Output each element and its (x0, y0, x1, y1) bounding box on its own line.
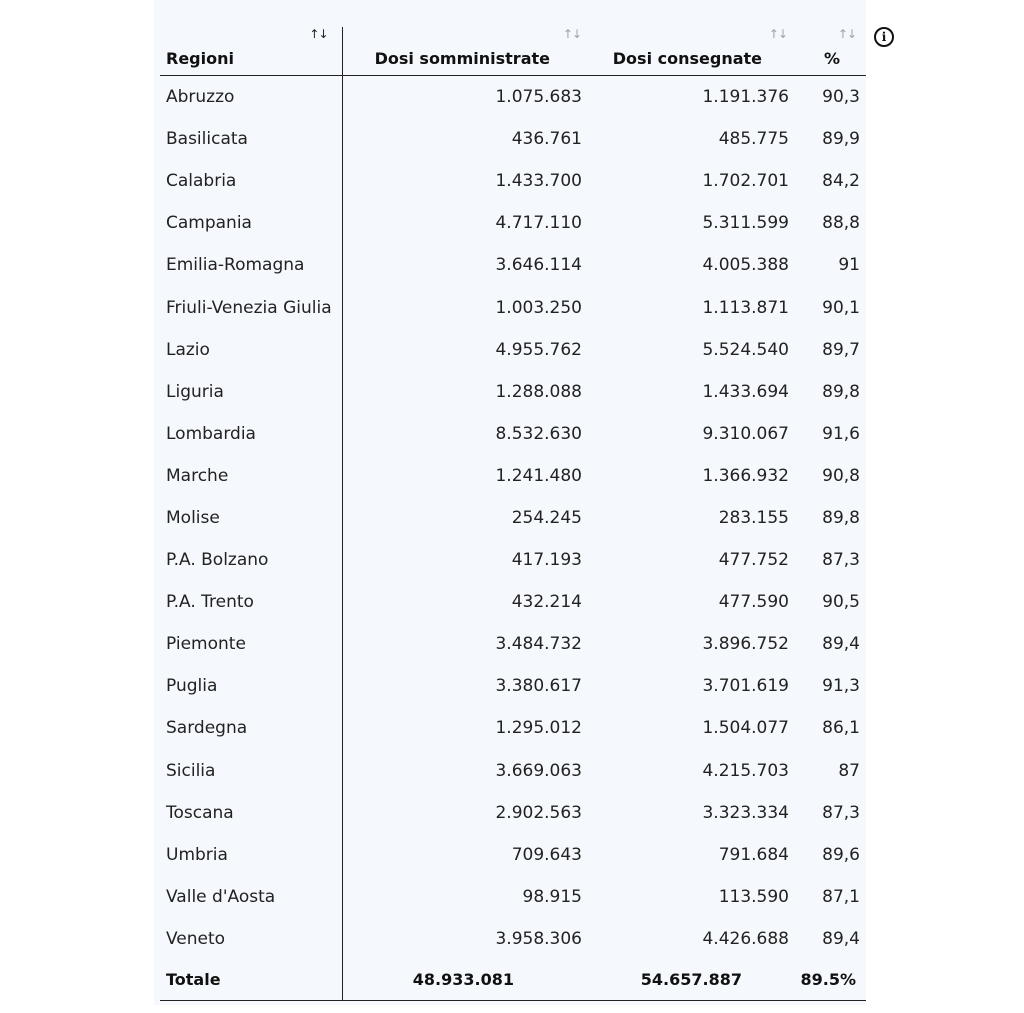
cell-region: Sicilia (160, 750, 342, 792)
cell-delivered: 477.752 (718, 550, 789, 571)
cell-region: Valle d'Aosta (160, 876, 342, 918)
total-administered: 48.933.081 (342, 960, 584, 1001)
column-header-percent[interactable] (792, 27, 866, 76)
cell-region: Veneto (160, 918, 342, 960)
sort-icon[interactable]: ↑↓ (309, 27, 328, 41)
cell-percent: 90,1 (822, 297, 860, 318)
cell-percent: 91,3 (822, 676, 860, 697)
cell-region: Emilia-Romagna (160, 244, 342, 286)
cell-percent: 89,8 (822, 381, 860, 402)
cell-administered: 3.958.306 (495, 928, 582, 949)
table-row (160, 750, 866, 792)
cell-percent: 89,6 (822, 844, 860, 865)
cell-percent: 89,9 (822, 129, 860, 150)
table-row (160, 623, 866, 665)
table-row (160, 244, 866, 286)
cell-delivered: 1.366.932 (702, 465, 789, 486)
cell-percent: 87,1 (822, 886, 860, 907)
cell-delivered: 4.215.703 (702, 760, 789, 781)
cell-percent: 86,1 (822, 718, 860, 739)
cell-percent: 89,4 (822, 634, 860, 655)
cell-percent: 88,8 (822, 213, 860, 234)
table-row (160, 876, 866, 918)
column-header-label: Dosi somministrate (374, 49, 550, 68)
cell-region: Sardegna (160, 707, 342, 749)
vaccine-doses-table (160, 27, 866, 1001)
table-row (160, 329, 866, 371)
cell-delivered: 791.684 (718, 844, 789, 865)
cell-delivered: 485.775 (718, 129, 789, 150)
cell-delivered: 1.702.701 (702, 171, 789, 192)
table-row (160, 160, 866, 202)
cell-delivered: 1.504.077 (702, 718, 789, 739)
table-row (160, 792, 866, 834)
table-row (160, 497, 866, 539)
cell-region: Basilicata (160, 118, 342, 160)
cell-administered: 3.646.114 (495, 255, 582, 276)
cell-administered: 1.288.088 (495, 381, 582, 402)
cell-region: Lombardia (160, 413, 342, 455)
cell-region: Toscana (160, 792, 342, 834)
table-row (160, 581, 866, 623)
cell-administered: 3.484.732 (495, 634, 582, 655)
cell-administered: 8.532.630 (495, 423, 582, 444)
cell-region: P.A. Trento (160, 581, 342, 623)
cell-percent: 87,3 (822, 802, 860, 823)
cell-region: Friuli-Venezia Giulia (160, 286, 342, 328)
column-header-administered[interactable] (342, 27, 584, 76)
sort-icon[interactable]: ↑↓ (562, 27, 581, 41)
table-row (160, 202, 866, 244)
cell-delivered: 4.426.688 (702, 928, 789, 949)
cell-region: Liguria (160, 371, 342, 413)
cell-region: Puglia (160, 665, 342, 707)
sort-icon[interactable]: ↑↓ (768, 27, 787, 41)
info-icon[interactable]: i (874, 27, 894, 47)
table-row (160, 76, 866, 119)
cell-administered: 709.643 (511, 844, 582, 865)
cell-administered: 98.915 (522, 886, 582, 907)
column-header-region[interactable] (160, 27, 342, 76)
cell-percent: 91 (838, 255, 860, 276)
column-header-label: % (823, 49, 840, 68)
cell-administered: 1.295.012 (495, 718, 582, 739)
table-row (160, 834, 866, 876)
cell-delivered: 1.433.694 (702, 381, 789, 402)
cell-administered: 1.433.700 (495, 171, 582, 192)
cell-percent: 90,8 (822, 465, 860, 486)
cell-percent: 90,3 (822, 87, 860, 108)
cell-administered: 4.717.110 (495, 213, 582, 234)
table-header-row (160, 27, 866, 76)
cell-region: P.A. Bolzano (160, 539, 342, 581)
table-row (160, 455, 866, 497)
column-header-delivered[interactable] (584, 27, 792, 76)
cell-delivered: 283.155 (718, 507, 789, 528)
cell-administered: 254.245 (511, 507, 582, 528)
cell-percent: 87 (838, 760, 860, 781)
cell-percent: 84,2 (822, 171, 860, 192)
cell-delivered: 477.590 (718, 592, 789, 613)
cell-region: Lazio (160, 329, 342, 371)
table-row (160, 413, 866, 455)
cell-administered: 1.241.480 (495, 465, 582, 486)
cell-delivered: 5.311.599 (702, 213, 789, 234)
cell-delivered: 9.310.067 (702, 423, 789, 444)
cell-region: Piemonte (160, 623, 342, 665)
cell-region: Calabria (160, 160, 342, 202)
table-row (160, 371, 866, 413)
cell-region: Molise (160, 497, 342, 539)
cell-administered: 2.902.563 (495, 802, 582, 823)
cell-percent: 87,3 (822, 550, 860, 571)
table-row (160, 118, 866, 160)
table-row (160, 286, 866, 328)
column-header-label: Dosi consegnate (612, 49, 762, 68)
table-row (160, 707, 866, 749)
table-row (160, 539, 866, 581)
cell-percent: 89,8 (822, 507, 860, 528)
cell-region: Abruzzo (160, 76, 342, 119)
cell-administered: 432.214 (511, 592, 582, 613)
cell-percent: 91,6 (822, 423, 860, 444)
cell-administered: 1.075.683 (495, 87, 582, 108)
total-delivered: 54.657.887 (584, 960, 792, 1001)
cell-administered: 436.761 (511, 129, 582, 150)
cell-delivered: 3.701.619 (702, 676, 789, 697)
total-row (160, 960, 866, 1001)
cell-delivered: 3.896.752 (702, 634, 789, 655)
cell-percent: 89,7 (822, 339, 860, 360)
cell-delivered: 4.005.388 (702, 255, 789, 276)
cell-region: Campania (160, 202, 342, 244)
cell-delivered: 1.191.376 (702, 87, 789, 108)
cell-region: Umbria (160, 834, 342, 876)
cell-percent: 89,4 (822, 928, 860, 949)
table-row (160, 665, 866, 707)
cell-administered: 417.193 (511, 550, 582, 571)
total-label: Totale (160, 960, 342, 1001)
cell-delivered: 1.113.871 (702, 297, 789, 318)
cell-administered: 1.003.250 (495, 297, 582, 318)
sort-icon[interactable]: ↑↓ (837, 27, 856, 41)
total-percent: 89.5% (792, 960, 866, 1001)
cell-administered: 3.669.063 (495, 760, 582, 781)
cell-percent: 90,5 (822, 592, 860, 613)
column-header-label: Regioni (166, 49, 234, 68)
cell-delivered: 5.524.540 (702, 339, 789, 360)
cell-delivered: 113.590 (718, 886, 789, 907)
cell-region: Marche (160, 455, 342, 497)
cell-delivered: 3.323.334 (702, 802, 789, 823)
cell-administered: 4.955.762 (495, 339, 582, 360)
cell-administered: 3.380.617 (495, 676, 582, 697)
table-row (160, 918, 866, 960)
